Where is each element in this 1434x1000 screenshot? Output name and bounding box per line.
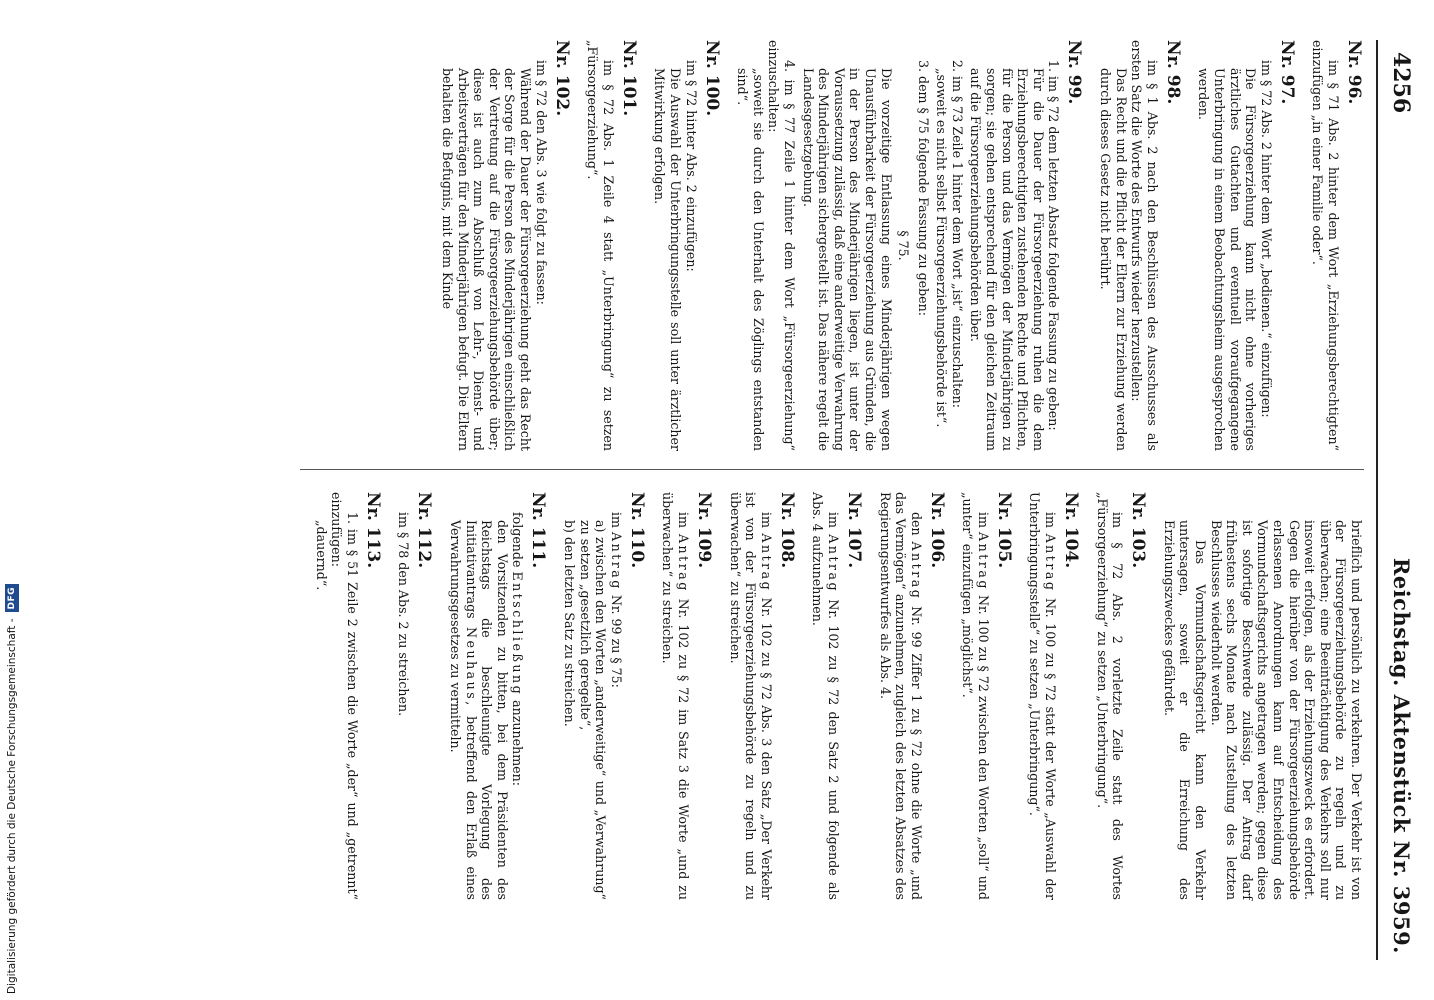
motion-100 <box>652 40 722 451</box>
motion-number: Nr. 103. <box>1128 492 1149 569</box>
text-rest: Nr. 102 zu § 72 im Satz 3 die Worte „und zu überwachen“ zu streichen. <box>660 492 691 900</box>
text-rest: Nr. 100 zu § 72 zwischen den Worten „soll“ und „unter“ einzufügen „möglichst“. <box>960 492 991 900</box>
text-rest: Nr. 99 zu § 75: <box>608 594 624 688</box>
motion-number: Nr. 107. <box>843 492 864 569</box>
motion-number: Nr. 98. <box>1162 40 1183 105</box>
continuation-text: Das Vormundschaftsgericht kann den Verkehr untersagen, soweit er die Erreichung des Erziehungszweckes gefährdet. <box>1161 520 1209 900</box>
motion-number: Nr. 100. <box>701 40 722 117</box>
motion-number: Nr. 96. <box>1344 40 1364 105</box>
motion-quote: Während der Dauer der Fürsorgeerziehung geht das Recht der Sorge für die Person des Minderjährigen einschließlich der Vertretung auf die Fürsorgeerziehungsbehörde über; diese ist auch zum Abschluß von Lehr-, Dienst- und Arbeitsverträgen für den Minderjährigen befugt. Die Eltern behalten die Befugnis, mit dem Kinde <box>440 68 534 451</box>
motion-subitem-a: a) zwischen den Worten „anderweitige“ und „Verwahrung“ zu setzen „gesetzlich geregelte“, <box>577 520 609 900</box>
motion-quote: Die Auswahl der Unterbringungsstelle soll unter ärztlicher Mitwirkung erfolgen. <box>652 68 683 451</box>
antrag-label: Antrag <box>975 532 991 591</box>
motion-number: Nr. 104. <box>1061 492 1082 569</box>
antrag-label: Antrag <box>758 533 774 593</box>
text-lead: im <box>758 512 774 528</box>
motion-97 <box>1196 40 1297 451</box>
motion-108 <box>727 492 797 900</box>
text-lead: im <box>675 512 691 528</box>
motion-102-continuation <box>1161 492 1364 900</box>
text-rest: Nr. 102 zu § 72 den Satz 2 und folgende als Abs. 4 aufzunehmen. <box>810 492 841 900</box>
motion-105 <box>960 492 1014 900</box>
motion-quote: Die Fürsorgeerziehung kann nicht ohne vorheriges ärztliches Gutachten und eventuell voraufgegangene Unterbringung in einem Beobachtungsheim ausgesprochen werden. <box>1196 68 1259 451</box>
antrag-label: Antrag <box>608 532 624 591</box>
motion-text: im § 72 Abs. 2 hinter dem Wort „bedienen.“ einzufügen: <box>1258 60 1274 418</box>
right-column <box>300 470 1364 900</box>
motion-number: Nr. 112. <box>414 492 435 569</box>
quote-rest: betreffend den Erlaß eines Verwahrungsgesetzes zu vermitteln. <box>448 520 479 900</box>
motion-104 <box>1027 492 1081 900</box>
text-columns <box>300 40 1364 960</box>
motion-text <box>810 492 841 900</box>
motion-102 <box>439 40 571 451</box>
text-rest: Nr. 102 zu § 72 Abs. 3 den Satz „Der Verkehr ist von der Fürsorgeerziehungsbehörde zu regeln und zu überwachen“ zu streichen. <box>727 492 774 900</box>
entschliessung-label: Entschließung <box>510 571 526 697</box>
quote-lead: den Vorsitzenden zu bitten, bei dem Präsidenten des Reichstags die beschleunigte Vorlegung des Initiativantrags <box>463 520 510 900</box>
text-lead: im <box>825 512 841 528</box>
continuation-text: brieflich und persönlich zu verkehren. Der Verkehr ist von der Fürsorgeerziehungsbehörde zu regeln und zu überwachen; eine Beeinträchtigung des Verkehrs soll nur insoweit erfolgen, als der Erziehungszweck es erfordert. Gegen die hierüber von der Fürsorgeerziehungsbehörde erlassenen Anordnungen kann auf Entscheidung des Vormundschaftsgerichts angetragen werden; gegen diese ist sofortige Beschwerde zulässig. Der Antrag darf frühestens sechs Monate nach Zustellung des letzten Beschlusses wiederholt werden. <box>1208 520 1364 900</box>
antrag-label: Antrag <box>1043 533 1059 593</box>
motion-number: Nr. 97. <box>1276 40 1297 105</box>
motion-number: Nr. 111. <box>528 492 549 569</box>
text-lead: im <box>608 512 624 528</box>
motion-quote: „soweit es nicht selbst Fürsorgeerziehungsbehörde ist“. <box>934 68 950 428</box>
motion-item: 1. im § 72 dem letzten Absatz folgende Fassung zu geben: <box>1046 60 1062 431</box>
name-neuhaus: Neuhaus, <box>463 626 479 708</box>
motion-quote: „soweit sie durch den Unterhalt des Zöglings entstanden sind“. <box>735 68 766 451</box>
left-column <box>300 40 1364 470</box>
motion-quote <box>447 520 509 900</box>
text-rest: Nr. 100 zu § 72 statt der Worte „Auswahl der Unterbringungsstelle“ zu setzen „Unterbringung“. <box>1027 492 1059 900</box>
text-lead: den <box>908 512 924 536</box>
dfg-logo: DFG <box>5 584 19 613</box>
text-rest: anzunehmen: <box>510 700 526 786</box>
motion-item: 2. im § 73 Zeile 1 hinter dem Wort „ist“ einzuschalten: <box>949 60 965 408</box>
motion-103 <box>1094 492 1148 900</box>
motion-text <box>1027 492 1058 900</box>
motion-text: im § 72 hinter Abs. 2 einzufügen: <box>683 60 699 272</box>
motion-text: im § 72 Abs. 2 vorletzte Zeile statt des Wortes „Fürsorgeerziehung“ zu setzen „Unterbringung“. <box>1094 492 1126 900</box>
digitization-note <box>2 0 22 994</box>
motion-text <box>660 492 691 900</box>
motion-text: im § 72 Abs. 1 Zeile 4 statt „Unterbringung“ zu setzen „Fürsorgeerziehung“. <box>585 40 616 451</box>
motion-text <box>877 492 924 900</box>
motion-quote: Das Recht und die Pflicht der Eltern zur Erziehung werden durch dieses Gesetz nicht berührt. <box>1098 68 1129 451</box>
motion-text: im § 1 Abs. 2 nach den Beschlüssen des Ausschusses als ersten Satz die Worte des Entwurfs wieder herzustellen: <box>1129 40 1160 451</box>
motion-text <box>960 492 991 900</box>
motion-text: 1. im § 51 Zeile 2 zwischen die Worte „der“ und „getrennt“ einzufügen: <box>329 492 360 900</box>
motion-113 <box>313 492 383 900</box>
motion-number: Nr. 106. <box>926 492 947 569</box>
motion-110 <box>561 492 646 900</box>
running-head: Reichstag. Aktenstück Nr. 3959. <box>1389 557 1414 954</box>
antrag-label: Antrag <box>675 533 691 593</box>
section-heading: § 75. <box>896 230 912 261</box>
motion-number: Nr. 109. <box>693 492 714 569</box>
motion-99 <box>735 40 1085 451</box>
motion-number: Nr. 101. <box>618 40 639 117</box>
motion-text: im § 72 den Abs. 3 wie folgt zu fassen: <box>533 60 549 305</box>
motion-text <box>608 492 624 900</box>
motion-number: Nr. 113. <box>362 492 383 569</box>
motion-98 <box>1097 40 1182 451</box>
motion-text: im § 78 den Abs. 2 zu streichen. <box>396 512 412 717</box>
motion-96 <box>1310 40 1364 451</box>
page-header <box>1376 40 1418 960</box>
motion-text <box>510 492 526 900</box>
antrag-label: Antrag <box>908 541 924 601</box>
motion-quote: „dauernd“. <box>313 520 329 591</box>
motion-text: im § 71 Abs. 2 hinter dem Wort „Erziehungsberechtigten“ einzufügen „in einer Familie oder“. <box>1310 40 1341 451</box>
motion-item: 4. im § 77 Zeile 1 hinter dem Wort „Fürsorgeerziehung“ einzuschalten: <box>766 40 797 451</box>
motion-112 <box>396 492 435 900</box>
motion-107 <box>810 492 864 900</box>
page-number: 4256 <box>1388 52 1414 114</box>
motion-text <box>727 492 774 900</box>
motion-109 <box>660 492 714 900</box>
motion-number: Nr. 108. <box>776 492 797 569</box>
motion-quote: Für die Dauer der Fürsorgeerziehung ruhen die dem Erziehungsberechtigten zustehenden Rechte und Pflichten, für die Person und das Vermögen der Minderjährigen zu sorgen; sie gehen entsprechend für den gleichen Zeitraum auf die Fürsorgeerziehungsbehörden über. <box>968 68 1046 451</box>
motion-number: Nr. 99. <box>1064 40 1085 105</box>
text-lead: folgende <box>510 512 526 568</box>
motion-subitem-b: b) den letzten Satz zu streichen. <box>562 520 577 727</box>
motion-number: Nr. 105. <box>993 492 1014 569</box>
motion-number: Nr. 110. <box>626 492 647 569</box>
text-lead: im <box>975 512 991 528</box>
motion-number: Nr. 102. <box>551 40 572 117</box>
motion-106 <box>877 492 947 900</box>
digitization-note-text: Digitalisierung gefördert durch die Deutsche Forschungsgemeinschaft - <box>6 618 18 994</box>
text-rest: Nr. 99 Ziffer 1 zu § 72 ohne die Worte „und das Vermögen“ anzunehmen, zugleich des letzten Absatzes des Regierungsentwurfes als Abs. 4. <box>877 492 924 900</box>
motion-item: 3. dem § 75 folgende Fassung zu geben: <box>915 60 931 316</box>
motion-101 <box>585 40 639 451</box>
antrag-label: Antrag <box>825 534 841 594</box>
motion-111 <box>447 492 548 900</box>
text-lead: im <box>1043 512 1059 528</box>
motion-quote: Die vorzeitige Entlassung eines Minderjährigen wegen Unausführbarkeit der Fürsorgeerziehung aus Gründen, die in der Person des Minderjährigen liegen, ist unter der Voraussetzung zulässig, daß eine anderweitige Verwahrung des Minderjährigen sichergestellt ist. Das nähere regelt die Landesgesetzgebung. <box>800 68 894 451</box>
